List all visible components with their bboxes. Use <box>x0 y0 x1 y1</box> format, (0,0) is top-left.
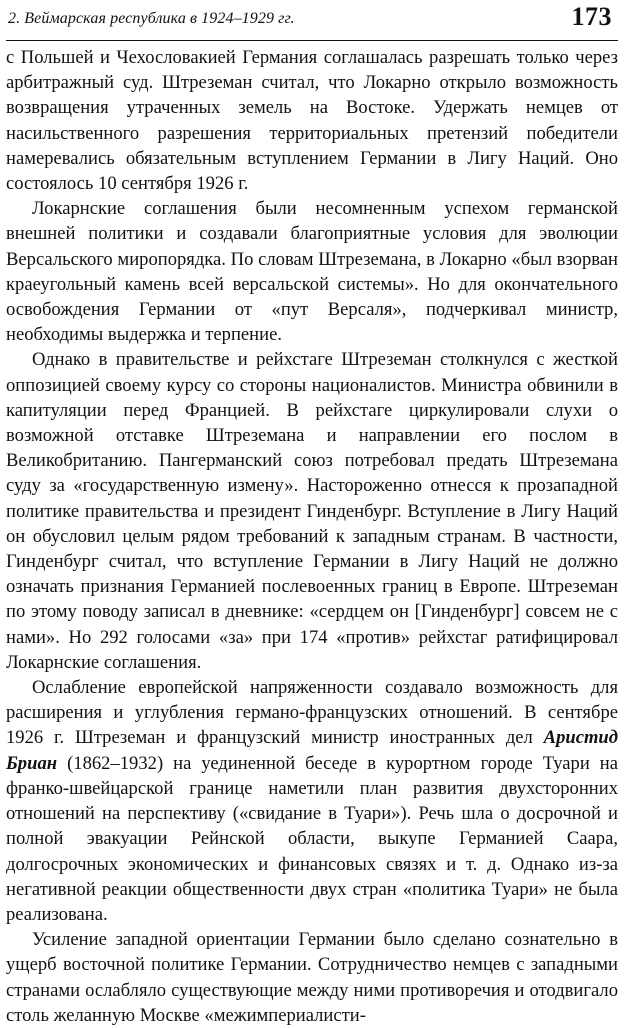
paragraph-3: Однако в правительстве и рейхстаге Штреземан столкнулся с жесткой оппозицией своему курсу со стороны националистов. Министра обвинили в капитуляции перед Францией. В рейхстаге циркулировали слухи о возможной отставке Штреземана и направлении его послом в Великобританию. Пангерманский союз потребовал предать Штреземана суду за «государственную измену». Настороженно отнесся к прозападной политике правительства и президент Гинденбург. Вступление в Лигу Наций он обусловил целым рядом требований к западным странам. В частности, Гинденбург считал, что вступление Германии в Лигу Наций не должно означать признания Германией послевоенных границ в Европе. Штреземан по этому поводу записал в дневнике: «сердцем он [Гинденбург] совсем не с нами». Но 292 голосами «за» при 174 «против» рейхстаг ратифицировал Локарнские соглашения. <box>6 349 618 673</box>
paragraph-4-text-before: Ослабление европейской напряженности создавало возможность для расширения и углубления германо-французских отношений. В сентябре 1926 г. Штреземан и французский министр иностранных дел <box>6 677 618 749</box>
paragraph-5: Усиление западной ориентации Германии было сделано сознательно в ущерб восточной политике Германии. Сотрудничество немцев с западными странами ослабляло существующие между ними противоречия и отодвигало столь желанную Москве «межимпериалисти- <box>6 929 618 1026</box>
running-title: 2. Веймарская республика в 1924–1929 гг. <box>8 10 295 27</box>
page-number: 173 <box>571 2 612 31</box>
paragraph-2: Локарнские соглашения были несомненным успехом германской внешней политики и создавали благоприятные условия для эволюции Версальского миропорядка. По словам Штреземана, в Локарно «был взорван краеугольный камень всей версальской системы». Но для окончательного освобождения Германии от «пут Версаля», подчеркивал министр, необходимы выдержка и терпение. <box>6 198 618 346</box>
paragraph-1: с Польшей и Чехословакией Германия соглашалась разрешать только через арбитражный суд. Штреземан считал, что Локарно открыло возможность возвращения утраченных земель на Востоке. Удержать немцев от насильственного разрешения территориальных претензий победители намеревались обязательным вступлением Германии в Лигу Наций. Оно состоялось 10 сентября 1926 г. <box>6 47 618 195</box>
paragraph-4-text-after: (1862–1932) на уединенной беседе в курортном городе Туари на франко-швейцарской границе наметили план развития двухсторонних отношений на перспективу («свидание в Туари»). Речь шла о досрочной и полной эвакуации Рейнской области, выкупе Германией Саара, долгосрочных экономических и финансовых связях и т. д. Однако из-за негативной реакции общественности двух стран «политика Туари» не была реализована. <box>6 752 618 925</box>
running-header <box>6 0 618 41</box>
body-text <box>6 45 618 1028</box>
paragraph-4 <box>6 675 618 927</box>
person-name-emphasis: Аристид Бриан <box>6 727 618 774</box>
